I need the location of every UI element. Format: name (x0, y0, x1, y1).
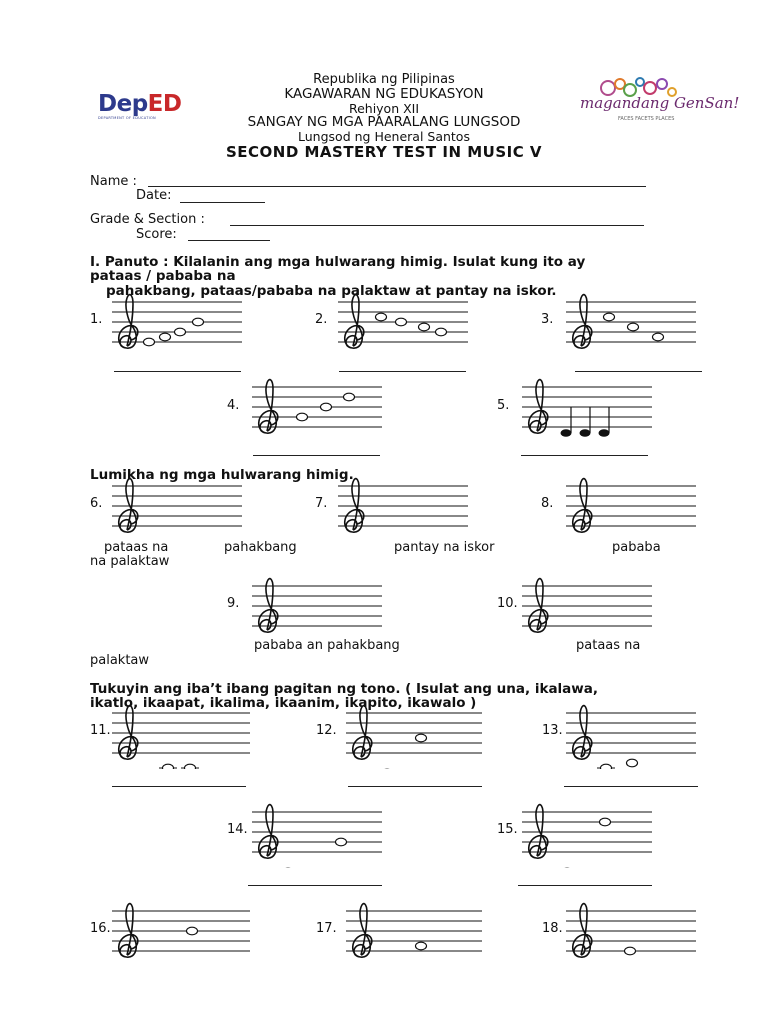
music-staff (252, 373, 386, 443)
answer-line[interactable] (521, 455, 648, 456)
music-staff (346, 897, 486, 967)
answer-line[interactable] (112, 786, 246, 787)
pattern-label: pantay na iskor (394, 540, 495, 555)
whole-note-icon (600, 818, 611, 826)
treble-clef-icon (353, 904, 372, 958)
whole-note-icon (436, 328, 447, 336)
grade-label: Grade & Section : (90, 212, 205, 227)
item-number: 10. (497, 596, 518, 611)
treble-clef-icon (345, 479, 364, 533)
department-line: KAGAWARAN NG EDUKASYON (284, 86, 484, 102)
whole-note-icon (187, 927, 198, 935)
music-staff (566, 897, 700, 967)
section3-heading-2: ikatlo, ikaapat, ikalima, ikaanim, ikapito, ikawalo ) (90, 695, 477, 711)
answer-line[interactable] (339, 371, 466, 372)
pattern-label: pataas na (576, 638, 641, 653)
item-number: 7. (315, 496, 328, 511)
item-number: 5. (497, 398, 510, 413)
item-number: 14. (227, 822, 248, 837)
music-staff (112, 897, 254, 967)
music-staff (252, 572, 386, 642)
logo-script-text: magandang GenSan! (580, 94, 740, 112)
quarter-note-icon (561, 429, 572, 437)
answer-line[interactable] (253, 455, 380, 456)
whole-note-icon (344, 393, 355, 401)
answer-line[interactable] (518, 885, 652, 886)
treble-clef-icon (573, 904, 592, 958)
pattern-label: palaktaw (90, 653, 150, 668)
item-number: 4. (227, 398, 240, 413)
item-number: 8. (541, 496, 554, 511)
music-staff (566, 472, 700, 542)
whole-note-icon (160, 333, 171, 341)
whole-note-icon (628, 323, 639, 331)
whole-note-icon (419, 323, 430, 331)
treble-clef-icon (119, 706, 138, 760)
section3-heading-1: Tukuyin ang iba’t ibang pagitan ng tono. ( Isulat ang una, ikalawa, (90, 681, 598, 697)
date-label: Date: (136, 188, 172, 203)
division-line: SANGAY NG MGA PAARALANG LUNGSOD (247, 114, 521, 130)
item-number: 13. (542, 723, 563, 738)
treble-clef-icon (573, 706, 592, 760)
treble-clef-icon (259, 380, 278, 434)
treble-clef-icon (573, 295, 592, 349)
treble-clef-icon (529, 380, 548, 434)
whole-note-icon (297, 413, 308, 421)
item-number: 17. (316, 921, 337, 936)
treble-clef-icon (529, 805, 548, 859)
whole-note-icon (336, 838, 347, 846)
whole-note-icon (193, 318, 204, 326)
deped-logo-sub: DEPARTMENT OF EDUCATION (98, 116, 156, 120)
item-number: 12. (316, 723, 337, 738)
pattern-label: pababa an pahakbang (254, 638, 400, 653)
section1-instruction-2: pataas / pababa na (90, 268, 236, 284)
music-staff (522, 373, 656, 443)
name-label: Name : (90, 174, 137, 189)
whole-note-icon (376, 313, 387, 321)
whole-note-icon (144, 338, 155, 346)
pattern-label: pataas na (104, 540, 169, 555)
treble-clef-icon (345, 295, 364, 349)
item-number: 6. (90, 496, 103, 511)
music-staff (252, 798, 386, 868)
page-title: SECOND MASTERY TEST IN MUSIC V (225, 143, 543, 161)
score-field[interactable] (188, 240, 270, 241)
music-staff (522, 798, 656, 868)
whole-note-icon (163, 764, 174, 769)
whole-note-icon (627, 759, 638, 767)
whole-note-icon (416, 942, 427, 950)
whole-note-icon (653, 333, 664, 341)
answer-line[interactable] (248, 885, 382, 886)
music-staff (522, 572, 656, 642)
whole-note-icon (175, 328, 186, 336)
whole-note-icon (601, 764, 612, 769)
answer-line[interactable] (564, 786, 698, 787)
music-staff (112, 472, 246, 542)
treble-clef-icon (259, 579, 278, 633)
section1-instruction-3: pahakbang, pataas/pababa na palaktaw at pantay na iskor. (106, 283, 557, 299)
item-number: 18. (542, 921, 563, 936)
music-staff (566, 699, 700, 769)
whole-note-icon (625, 947, 636, 955)
music-staff (112, 699, 254, 769)
grade-field[interactable] (230, 225, 644, 226)
pattern-label: pahakbang (224, 540, 297, 555)
score-label: Score: (136, 227, 177, 242)
item-number: 1. (90, 312, 103, 327)
whole-note-icon (321, 403, 332, 411)
treble-clef-icon (529, 579, 548, 633)
quarter-note-icon (599, 429, 610, 437)
music-staff (346, 699, 486, 769)
treble-clef-icon (259, 805, 278, 859)
quarter-note-icon (580, 429, 591, 437)
item-number: 2. (315, 312, 328, 327)
treble-clef-icon (353, 706, 372, 760)
answer-line[interactable] (575, 371, 702, 372)
treble-clef-icon (119, 904, 138, 958)
treble-clef-icon (119, 295, 138, 349)
music-staff (338, 472, 472, 542)
music-staff (112, 288, 246, 358)
section2-heading: Lumikha ng mga hulwarang himig. (90, 467, 354, 483)
pattern-label: na palaktaw (90, 554, 170, 569)
name-field[interactable] (148, 186, 646, 187)
region-line: Rehiyon XII (348, 101, 420, 116)
treble-clef-icon (119, 479, 138, 533)
item-number: 11. (90, 723, 111, 738)
whole-note-icon (185, 764, 196, 769)
republic-line: Republika ng Pilipinas (313, 72, 455, 87)
logo-tagline: FACES FACETS PLACES (618, 116, 675, 122)
item-number: 9. (227, 596, 240, 611)
section1-instruction-1: I. Panuto : Kilalanin ang mga hulwarang himig. Isulat kung ito ay (90, 254, 586, 270)
answer-line[interactable] (114, 371, 241, 372)
city-line: Lungsod ng Heneral Santos (298, 129, 470, 144)
deped-logo-word: DepED (98, 91, 182, 117)
item-number: 3. (541, 312, 554, 327)
whole-note-icon (396, 318, 407, 326)
pattern-label: pababa (612, 540, 661, 555)
treble-clef-icon (573, 479, 592, 533)
whole-note-icon (416, 734, 427, 742)
music-staff (338, 288, 472, 358)
answer-line[interactable] (348, 786, 482, 787)
item-number: 16. (90, 921, 111, 936)
date-field[interactable] (180, 202, 265, 203)
item-number: 15. (497, 822, 518, 837)
music-staff (566, 288, 700, 358)
whole-note-icon (604, 313, 615, 321)
